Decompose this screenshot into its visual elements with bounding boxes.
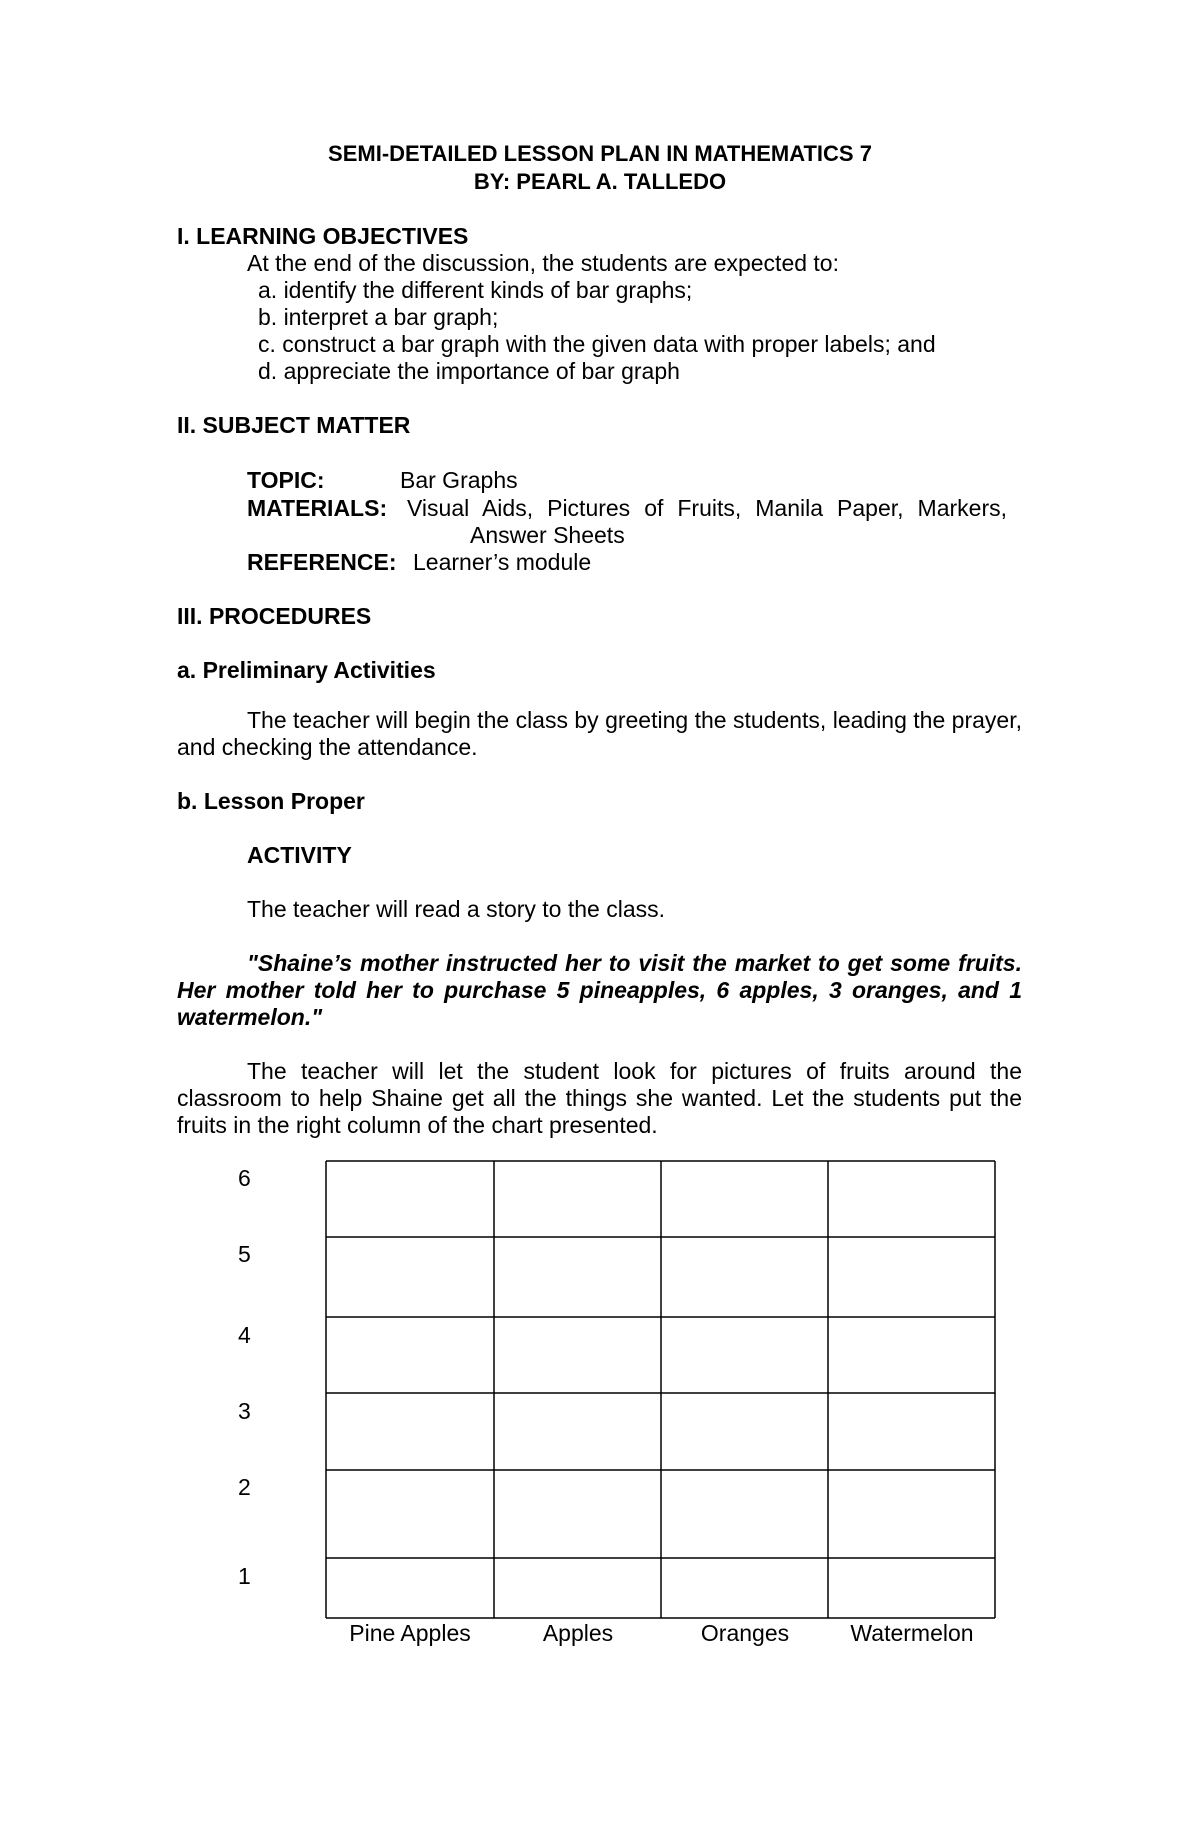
materials-value-line2: Answer Sheets: [470, 522, 625, 548]
reference-label: REFERENCE:: [247, 549, 397, 575]
preliminary-text: The teacher will begin the class by greeting the students, leading the prayer, and checking the attendance.: [177, 707, 1022, 760]
objective-item-a: a. identify the different kinds of bar graphs;: [258, 277, 693, 303]
y-tick-1: 1: [238, 1563, 251, 1589]
objective-item-d: d. appreciate the importance of bar graph: [258, 358, 680, 384]
y-tick-2: 2: [238, 1474, 251, 1500]
activity-heading: ACTIVITY: [247, 842, 352, 868]
x-label-pine-apples: Pine Apples: [349, 1620, 471, 1646]
lesson-proper-heading: b. Lesson Proper: [177, 788, 365, 814]
y-tick-3: 3: [238, 1398, 251, 1424]
document-author: BY: PEARL A. TALLEDO: [473, 169, 727, 194]
y-tick-5: 5: [238, 1241, 251, 1267]
subject-matter-heading: II. SUBJECT MATTER: [177, 412, 411, 438]
materials-value-line1: Visual Aids, Pictures of Fruits, Manila Paper, Markers,: [407, 495, 1007, 521]
objectives-heading: I. LEARNING OBJECTIVES: [177, 223, 469, 249]
preliminary-heading: a. Preliminary Activities: [177, 657, 436, 683]
story-text: "Shaine’s mother instructed her to visit the market to get some fruits. Her mother told her to purchase 5 pineapples, 6 apples, 3 oranges, and 1 watermelon.": [177, 950, 1022, 1030]
x-label-watermelon: Watermelon: [850, 1620, 974, 1646]
objective-item-c: c. construct a bar graph with the given data with proper labels; and: [258, 331, 936, 357]
topic-value: Bar Graphs: [400, 467, 518, 493]
topic-label: TOPIC:: [247, 467, 325, 493]
objectives-intro: At the end of the discussion, the students are expected to:: [247, 250, 839, 276]
y-tick-4: 4: [238, 1322, 251, 1348]
materials-label: MATERIALS:: [247, 495, 388, 521]
procedures-heading: III. PROCEDURES: [177, 603, 372, 629]
y-tick-6: 6: [238, 1165, 251, 1191]
objective-item-b: b. interpret a bar graph;: [258, 304, 499, 330]
x-label-apples: Apples: [542, 1620, 614, 1646]
x-label-oranges: Oranges: [700, 1620, 790, 1646]
instruction-text: The teacher will let the student look for pictures of fruits around the classroom to help Shaine get all the things she wanted. Let the students put the fruits in the right column of the chart presented.: [177, 1058, 1022, 1138]
document-title: SEMI-DETAILED LESSON PLAN IN MATHEMATICS 7: [328, 141, 872, 166]
activity-text: The teacher will read a story to the class.: [247, 896, 666, 922]
reference-value: Learner’s module: [413, 549, 592, 575]
